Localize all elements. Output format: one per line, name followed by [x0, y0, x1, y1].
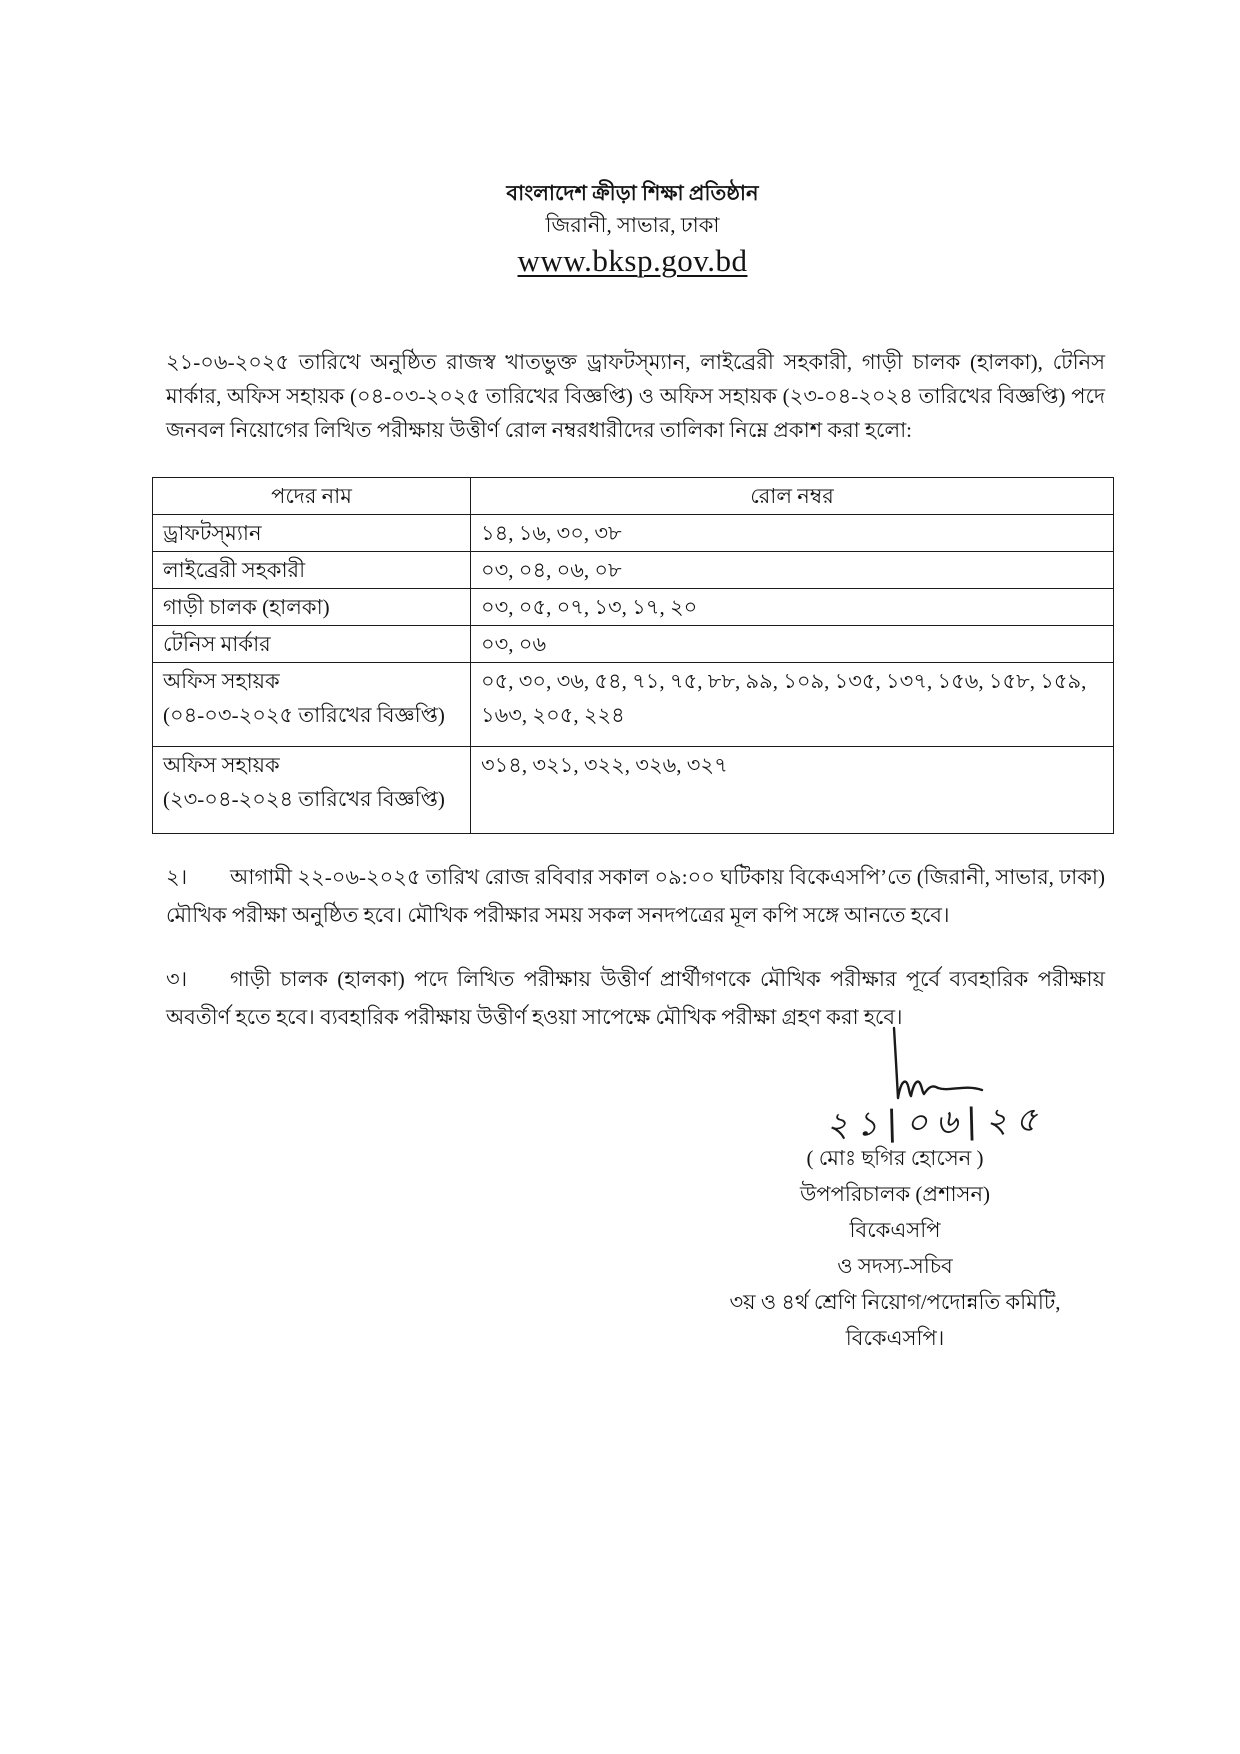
post-name-cell — [153, 626, 471, 663]
organization-address: জিরানী, সাভার, ঢাকা — [545, 213, 720, 237]
post-name-cell — [153, 552, 471, 589]
signatory-committee: ৩য় ও ৪র্থ শ্রেণি নিয়োগ/পদোন্নতি কমিটি, — [729, 1290, 1061, 1314]
roll-numbers-cell: ০৩, ০৪, ০৬, ০৮ — [471, 552, 1114, 589]
letterhead — [152, 177, 1113, 281]
post-name-cell — [153, 747, 471, 834]
signatory-designation: উপপরিচালক (প্রশাসন) — [799, 1182, 991, 1206]
post-name: অফিস সহায়ক — [163, 753, 280, 777]
intro-paragraph: ২১-০৬-২০২৫ তারিখে অনুষ্ঠিত রাজস্ব খাতভুক্ত ড্রাফটস্‌ম্যান, লাইব্রেরী সহকারী, গাড়ী চালক (হালকা), টেনিস মার্কার, অফিস সহায়ক (০৪-০৩-২০২৫ তারিখের বিজ্ঞপ্তি) ও অফিস সহায়ক (২৩-০৪-২০২৪ তারিখের বিজ্ঞপ্তি) পদে জনবল নিয়োগের লিখিত পরীক্ষায় উত্তীর্ণ রোল নম্বরধারীদের তালিকা নিম্নে প্রকাশ করা হলো: — [166, 350, 1105, 442]
post-name-cell — [153, 589, 471, 626]
roll-numbers-cell: ০৩, ০৬ — [471, 626, 1114, 663]
roll-numbers-cell: ৩১৪, ৩২১, ৩২২, ৩২৬, ৩২৭ — [471, 747, 1114, 834]
website-url: www.bksp.gov.bd — [517, 243, 748, 278]
table-row — [153, 747, 1114, 834]
post-name-cell — [153, 515, 471, 552]
document-body — [152, 177, 1113, 1356]
roll-numbers-cell: ০৩, ০৫, ০৭, ১৩, ১৭, ২০ — [471, 589, 1114, 626]
post-name: অফিস সহায়ক — [163, 669, 280, 693]
signatory-name: ( মোঃ ছগির হোসেন ) — [806, 1146, 984, 1170]
signatory-role: ও সদস্য-সচিব — [837, 1254, 953, 1278]
post-name-cell — [153, 663, 471, 747]
signature-scribble — [878, 1022, 998, 1108]
point-2-paragraph — [166, 858, 1105, 934]
post-notice-date: (২৩-০৪-২০২৪ তারিখের বিজ্ঞপ্তি) — [163, 787, 445, 811]
post-name: ড্রাফটস্‌ম্যান — [163, 521, 262, 545]
website-line — [152, 241, 1113, 281]
results-table — [152, 477, 1114, 834]
table-row — [153, 663, 1114, 747]
signatory-details — [665, 1140, 1125, 1356]
table-row — [153, 626, 1114, 663]
table-row — [153, 589, 1114, 626]
handwritten-date: ২১|০৬|২৫ — [825, 1099, 1046, 1146]
roll-numbers-cell: ০৫, ৩০, ৩৬, ৫৪, ৭১, ৭৫, ৮৮, ৯৯, ১০৯, ১৩৫, ১৩৭, ১৫৬, ১৫৮, ১৫৯, ১৬৩, ২০৫, ২২৪ — [471, 663, 1114, 747]
table-row — [153, 552, 1114, 589]
post-name: লাইব্রেরী সহকারী — [163, 558, 306, 582]
table-row — [153, 515, 1114, 552]
point-text: গাড়ী চালক (হালকা) পদে লিখিত পরীক্ষায় উত্তীর্ণ প্রার্থীগণকে মৌখিক পরীক্ষার পূর্বে ব্যবহারিক পরীক্ষায় অবতীর্ণ হতে হবে। ব্যবহারিক পরীক্ষায় উত্তীর্ণ হওয়া সাপেক্ষে মৌখিক পরীক্ষা গ্রহণ করা হবে। — [166, 967, 1105, 1029]
table-header-row — [153, 478, 1114, 515]
header-roll-number: রোল নম্বর — [471, 478, 1114, 515]
post-notice-date: (০৪-০৩-২০২৫ তারিখের বিজ্ঞপ্তি) — [163, 703, 445, 727]
point-number: ৩। — [166, 967, 188, 991]
signatory-organization-end: বিকেএসপি। — [845, 1326, 945, 1350]
organization-name: বাংলাদেশ ক্রীড়া শিক্ষা প্রতিষ্ঠান — [506, 181, 759, 205]
signatory-organization: বিকেএসপি — [849, 1218, 941, 1242]
point-number: ২। — [166, 865, 188, 889]
post-name: গাড়ী চালক (হালকা) — [163, 595, 330, 619]
post-name: টেনিস মার্কার — [163, 632, 271, 656]
signature-block — [152, 1036, 1113, 1356]
point-text: আগামী ২২-০৬-২০২৫ তারিখ রোজ রবিবার সকাল ০৯:০০ ঘটিকায় বিকেএসপি’তে (জিরানী, সাভার, ঢাকা) মৌখিক পরীক্ষা অনুষ্ঠিত হবে। মৌখিক পরীক্ষার সময় সকল সনদপত্রের মূল কপি সঙ্গে আনতে হবে। — [166, 865, 1105, 927]
roll-numbers-cell: ১৪, ১৬, ৩০, ৩৮ — [471, 515, 1114, 552]
header-post-name: পদের নাম — [153, 478, 471, 515]
signature-stroke — [894, 1028, 982, 1098]
